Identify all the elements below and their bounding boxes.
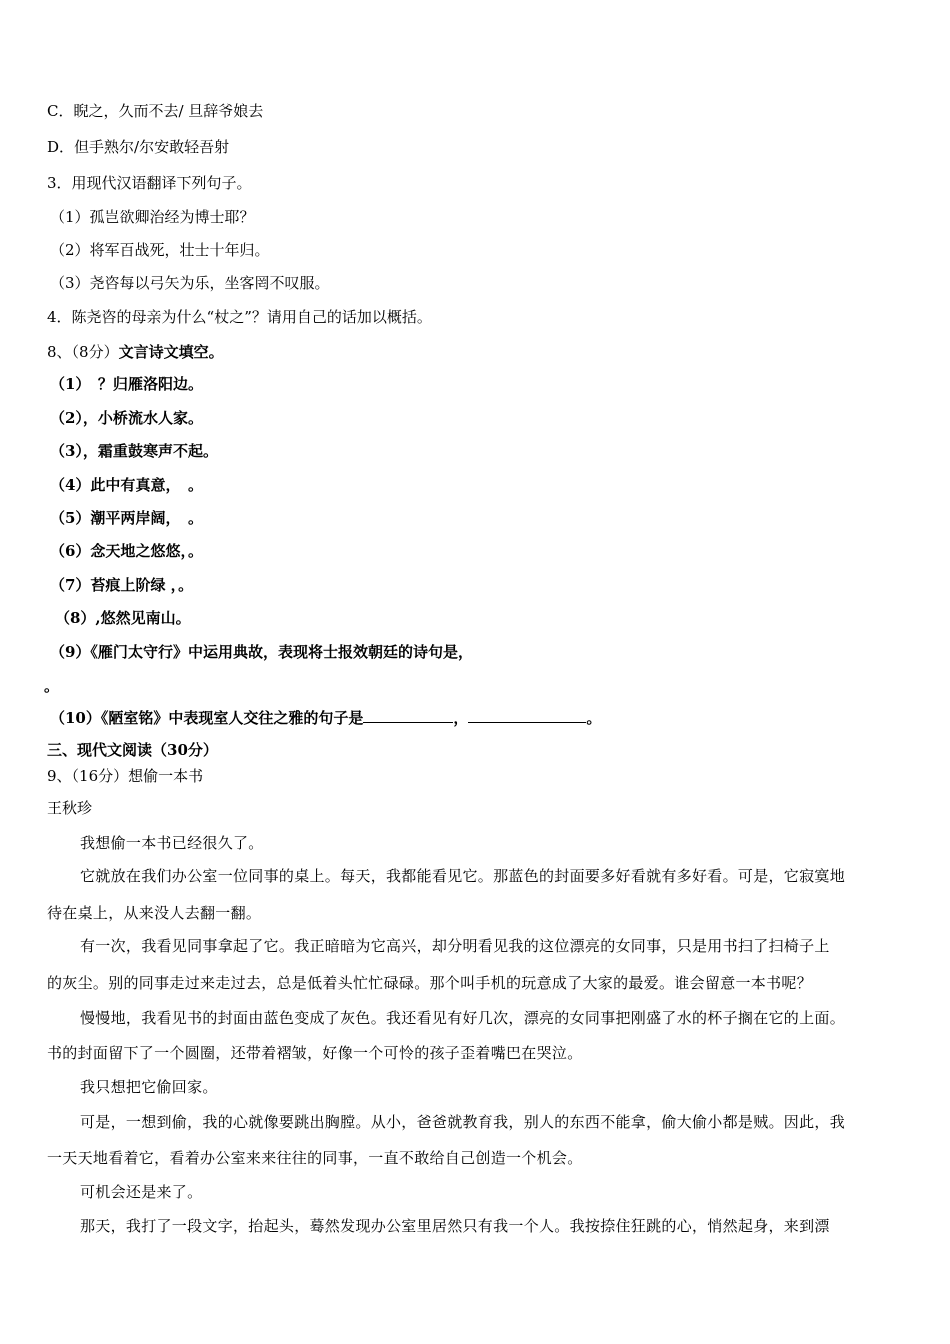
fill-blank-2[interactable] bbox=[468, 708, 586, 723]
question-3-title: 3．用现代汉语翻译下列句子。 bbox=[47, 174, 252, 192]
fill-item-3: （3），霜重鼓寒声不起。 bbox=[50, 442, 218, 460]
paragraph-line: 的灰尘。别的同事走过来走过去，总是低着头忙忙碌碌。那个叫手机的玩意成了大家的最爱。谁会留意一本书呢？ bbox=[47, 974, 813, 992]
paragraph-line: 慢慢地，我看见书的封面由蓝色变成了灰色。我还看见有好几次，漂亮的女同事把刚盛了水的杯子搁在它的上面。 bbox=[80, 1009, 846, 1027]
fill-item-8: （8）,悠然见南山。 bbox=[55, 609, 191, 627]
question-8-header bbox=[47, 342, 224, 362]
fill-item-9-continuation: 。 bbox=[44, 677, 60, 695]
paragraph-line: 它就放在我们办公室一位同事的桌上。每天，我都能看见它。那蓝色的封面要多好看就有多好看。可是，它寂寞地 bbox=[80, 867, 846, 885]
paragraph-line: 可机会还是来了。 bbox=[80, 1183, 203, 1201]
question-3-item-2: （2）将军百战死，壮士十年归。 bbox=[50, 241, 270, 259]
fill-item-10-text: （10）《陋室铭》中表现室人交往之雅的句子是 bbox=[50, 709, 364, 727]
question-8-title: 文言诗文填空。 bbox=[118, 343, 224, 361]
fill-item-2: （2），小桥流水人家。 bbox=[50, 409, 203, 427]
paragraph-line: 我只想把它偷回家。 bbox=[80, 1078, 218, 1096]
question-3-item-3: （3）尧咨每以弓矢为乐，坐客罔不叹服。 bbox=[50, 274, 330, 292]
fill-item-10-end: 。 bbox=[586, 709, 602, 727]
fill-item-1: （1） ？归雁洛阳边。 bbox=[50, 375, 203, 393]
paragraph-line: 书的封面留下了一个圆圈，还带着褶皱，好像一个可怜的孩子歪着嘴巴在哭泣。 bbox=[47, 1044, 583, 1062]
option-d: D．但手熟尔/尔安敢轻吾射 bbox=[47, 138, 230, 156]
fill-item-10-separator: ， bbox=[453, 709, 469, 727]
question-9-header: 9、（16分）想偷一本书 bbox=[47, 767, 204, 785]
paragraph-line: 一天天地看着它，看着办公室来来往往的同事，一直不敢给自己创造一个机会。 bbox=[47, 1149, 583, 1167]
fill-item-5: （5）潮平两岸阔， 。 bbox=[50, 509, 203, 527]
question-3-item-1: （1）孤岂欲卿治经为博士耶？ bbox=[50, 208, 255, 226]
fill-item-7: （7）苔痕上阶绿 ，。 bbox=[50, 576, 194, 594]
paragraph-line: 可是，一想到偷，我的心就像要跳出胸膛。从小，爸爸就教育我，别人的东西不能拿，偷大偷小都是贼。因此，我 bbox=[80, 1113, 846, 1131]
section-3-heading: 三、现代文阅读（30分） bbox=[47, 741, 218, 759]
fill-blank-1[interactable] bbox=[363, 708, 453, 723]
question-4: 4．陈尧咨的母亲为什么“杖之”？请用自己的话加以概括。 bbox=[47, 308, 432, 326]
option-c: C．睨之，久而不去/ 旦辞爷娘去 bbox=[47, 102, 264, 120]
paragraph-line: 我想偷一本书已经很久了。 bbox=[80, 834, 264, 852]
article-author: 王秋珍 bbox=[47, 799, 93, 817]
paragraph-line: 待在桌上，从来没人去翻一翻。 bbox=[47, 904, 262, 922]
question-8-prefix: 8、（8分） bbox=[47, 343, 119, 361]
fill-item-4: （4）此中有真意， 。 bbox=[50, 476, 203, 494]
fill-item-9: （9）《雁门太守行》中运用典故，表现将士报效朝廷的诗句是， bbox=[50, 643, 473, 661]
fill-item-10 bbox=[50, 708, 601, 728]
paragraph-line: 那天，我打了一段文字，抬起头，蓦然发现办公室里居然只有我一个人。我按捺住狂跳的心，悄然起身，来到漂 bbox=[80, 1217, 830, 1235]
fill-item-6: （6）念天地之悠悠，。 bbox=[50, 542, 203, 560]
paragraph-line: 有一次，我看见同事拿起了它。我正暗暗为它高兴，却分明看见我的这位漂亮的女同事，只是用书扫了扫椅子上 bbox=[80, 937, 830, 955]
